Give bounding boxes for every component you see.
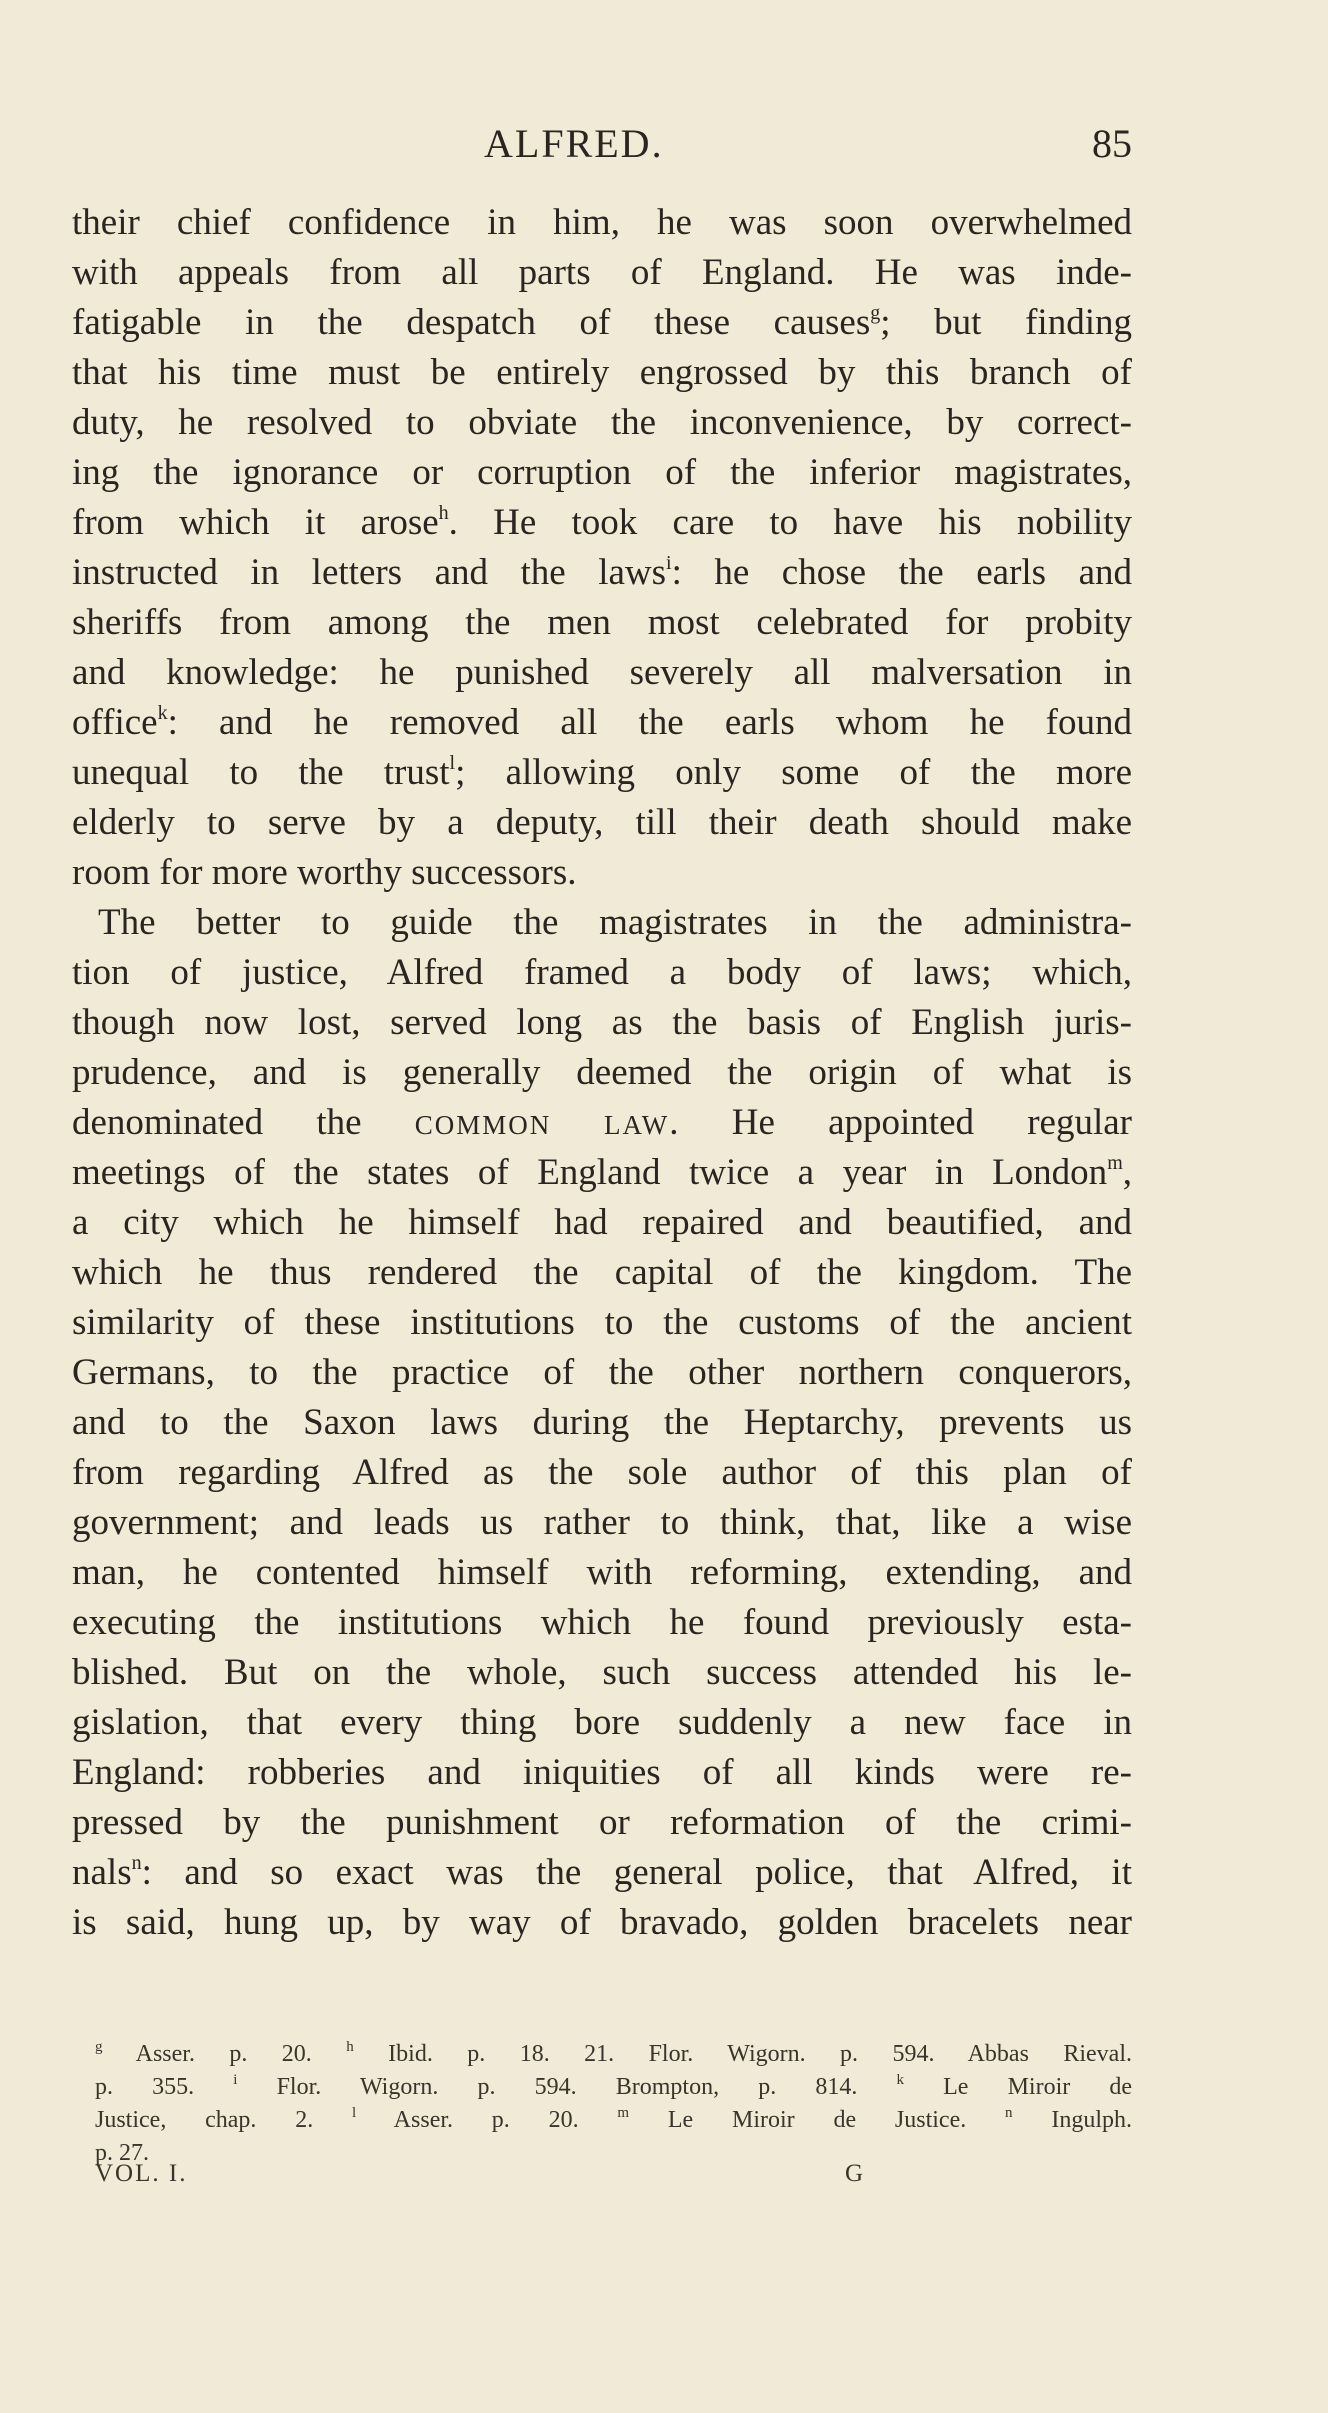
footnote-mark: k [896, 2072, 904, 2088]
text-line: a city which he himself had repaired and beautified, and [72, 1202, 1132, 1243]
text-line: blished. But on the whole, such success attended his le- [72, 1652, 1132, 1693]
text-line: fatigable in the despatch of these causes$^g$; but finding [72, 302, 1132, 343]
text-line: sheriffs from among the men most celebrated for probity [72, 602, 1132, 643]
text-line: nals$^n$: and so exact was the general police, that Alfred, it [72, 1852, 1132, 1893]
text-line: is said, hung up, by way of bravado, golden bracelets near [72, 1902, 1132, 1943]
text-line: and knowledge: he punished severely all malversation in [72, 652, 1132, 693]
footnote-ref-l: l [449, 752, 456, 774]
text-line: similarity of these institutions to the customs of the ancient [72, 1302, 1132, 1343]
footnote-mark: n [1005, 2105, 1013, 2121]
text-line: government; and leads us rather to think, that, like a wise [72, 1502, 1132, 1543]
text-line: denominated the COMMON LAW. He appointed regular [72, 1102, 1132, 1143]
footnote-mark: h [346, 2039, 354, 2055]
text-line: executing the institutions which he found previously esta- [72, 1602, 1132, 1643]
footnote-ref-h: h [438, 502, 449, 524]
text-line: office$^k$: and he removed all the earls whom he found [72, 702, 1132, 743]
text-line: though now lost, served long as the basis of English juris- [72, 1002, 1132, 1043]
text-line: England: robberies and iniquities of all kinds were re- [72, 1752, 1132, 1793]
text-line: Germans, to the practice of the other northern conquerors, [72, 1352, 1132, 1393]
text-line: that his time must be entirely engrossed by this branch of [72, 352, 1132, 393]
footnote-line: p. 355. $^i$ Flor. Wigorn. p. 594. Brompton, p. 814. $^k$ Le Miroir de [95, 2072, 1133, 2100]
running-head [72, 120, 1132, 180]
text-line: duty, he resolved to obviate the inconvenience, by correct- [72, 402, 1132, 443]
text-line: prudence, and is generally deemed the origin of what is [72, 1052, 1132, 1093]
footnote-ref-n: n [131, 1852, 142, 1874]
signature-line [95, 2160, 1132, 2200]
text-line: elderly to serve by a deputy, till their death should make [72, 802, 1132, 843]
footnote-ref-k: k [157, 702, 168, 724]
footnotes [95, 2038, 1132, 2170]
small-caps-term: COMMON LAW [414, 1110, 670, 1140]
footnote-mark: l [352, 2105, 357, 2121]
running-head-title: ALFRED. [484, 121, 664, 166]
text-line: ing the ignorance or corruption of the inferior magistrates, [72, 452, 1132, 493]
footnote-mark: g [95, 2039, 103, 2055]
text-line: pressed by the punishment or reformation of the crimi- [72, 1802, 1132, 1843]
text-line: and to the Saxon laws during the Heptarchy, prevents us [72, 1402, 1132, 1443]
text-line: man, he contented himself with reforming, extending, and [72, 1552, 1132, 1593]
footnote-mark: i [233, 2072, 238, 2088]
paragraph-start-line: The better to guide the magistrates in the administra- [98, 902, 1132, 943]
signature-mark: G [845, 2160, 866, 2187]
text-line: tion of justice, Alfred framed a body of laws; which, [72, 952, 1132, 993]
text-line: meetings of the states of England twice a year in London$^m$, [72, 1152, 1132, 1193]
footnote-ref-g: g [870, 302, 881, 324]
footnote-mark: m [617, 2105, 630, 2121]
text-line: unequal to the trust$^l$; allowing only some of the more [72, 752, 1132, 793]
text-line: gislation, that every thing bore suddenly a new face in [72, 1702, 1132, 1743]
footnote-line: Justice, chap. 2. $^l$ Asser. p. 20. $^m$ Le Miroir de Justice. $^n$ Ingulph. [95, 2105, 1133, 2133]
footnote-ref-m: m [1107, 1152, 1123, 1174]
text-line: from which it arose$^h$. He took care to have his nobility [72, 502, 1132, 543]
footnote-line: $^g$ Asser. p. 20. $^h$ Ibid. p. 18. 21. Flor. Wigorn. p. 594. Abbas Rieval. [95, 2039, 1132, 2067]
body-text [72, 198, 1132, 1948]
text-line: with appeals from all parts of England. He was inde- [72, 252, 1132, 293]
text-line: which he thus rendered the capital of the kingdom. The [72, 1252, 1132, 1293]
text-line: instructed in letters and the laws$^i$: he chose the earls and [72, 552, 1132, 593]
paragraph-end-line: room for more worthy successors. [72, 852, 577, 893]
footnote-line: p. 27. [95, 2140, 149, 2166]
text-line: their chief confidence in him, he was soon overwhelmed [72, 202, 1132, 243]
page-number: 85 [1092, 121, 1132, 166]
text-line: from regarding Alfred as the sole author of this plan of [72, 1452, 1132, 1493]
footnote-ref-i: i [666, 552, 672, 574]
volume-label: VOL. I. [95, 2160, 188, 2187]
